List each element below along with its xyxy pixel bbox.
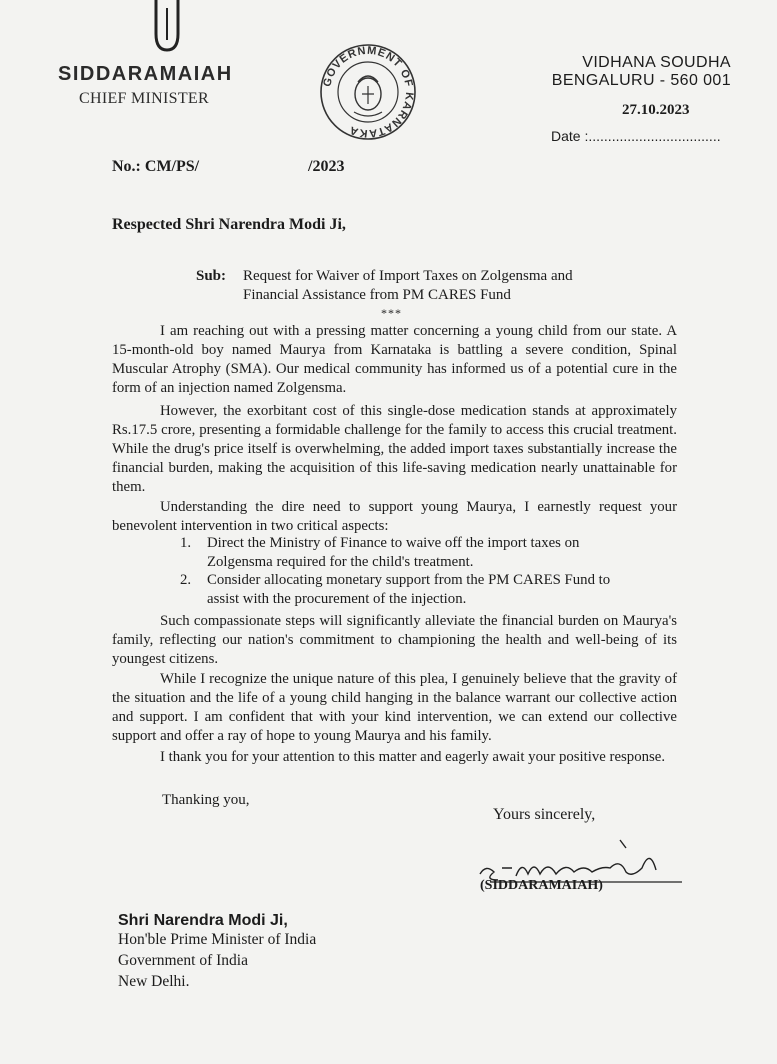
- date-label: Date :..................................: [551, 128, 721, 144]
- government-seal-icon: [318, 42, 418, 142]
- list-item-text: Consider allocating monetary support from the PM CARES Fund to assist with the procurement of the injection.: [207, 572, 611, 607]
- list-item-number: 1.: [180, 535, 192, 551]
- list-item-number: 2.: [180, 572, 192, 588]
- reference-number: No.: CM/PS/: [112, 158, 200, 175]
- address-line-2: BENGALURU - 560 001: [551, 72, 731, 89]
- closing-sincerely: Yours sincerely,: [493, 806, 596, 823]
- subject-separator: ***: [381, 306, 402, 320]
- body-paragraph-4: Such compassionate steps will significantly alleviate the financial burden on Maurya's family, reflecting our nation's commitment to championing the health and well-being of its youngest citizens.: [112, 613, 677, 667]
- subject-line-2: Financial Assistance from PM CARES Fund: [243, 287, 511, 303]
- subject-line-1: Request for Waiver of Import Taxes on Zolgensma and: [243, 268, 573, 284]
- signatory-name: (SIDDARAMAIAH): [480, 878, 603, 893]
- salutation: Respected Shri Narendra Modi Ji,: [112, 216, 346, 233]
- address-line-1: VIDHANA SOUDHA: [582, 54, 731, 71]
- svg-text:GOVERNMENT OF KARNATAKA: GOVERNMENT OF KARNATAKA: [321, 44, 416, 140]
- addressee-line-1: Hon'ble Prime Minister of India: [118, 931, 317, 948]
- subject-label: Sub:: [196, 268, 227, 284]
- body-paragraph-5: While I recognize the unique nature of this plea, I genuinely believe that the gravity of the situation and the life of a young child hanging in the balance warrant our collective action and support. I am confident that with your kind intervention, we can extend our collective support and offer a ray of hope to young Maurya and his family.: [112, 671, 677, 744]
- addressee-line-2: Government of India: [118, 952, 248, 969]
- date-value: 27.10.2023: [622, 102, 690, 118]
- body-paragraph-3: Understanding the dire need to support young Maurya, I earnestly request your benevolent intervention in two critical aspects:: [112, 499, 677, 534]
- thanking-line: Thanking you,: [162, 792, 250, 808]
- addressee-line-3: New Delhi.: [118, 973, 190, 990]
- body-paragraph-6: I thank you for your attention to this matter and eagerly await your positive response.: [160, 749, 666, 765]
- sender-title: CHIEF MINISTER: [79, 90, 209, 107]
- sender-name: SIDDARAMAIAH: [58, 63, 233, 85]
- addressee-name: Shri Narendra Modi Ji,: [118, 912, 288, 929]
- list-item-text: Direct the Ministry of Finance to waive off the import taxes on Zolgensma required for the child's treatment.: [207, 535, 580, 570]
- body-paragraph-1: I am reaching out with a pressing matter concerning a young child from our state. A 15-month-old boy named Maurya from Karnataka is battling a severe condition, Spinal Muscular Atrophy (SMA). Our medical community has informed us of a potential cure in the form of an injection named Zolgensma.: [112, 323, 677, 396]
- body-paragraph-2: However, the exorbitant cost of this single-dose medication stands at approximately Rs.17.5 crore, presenting a formidable challenge for the family to access this crucial treatment. While the drug's price itself is overwhelming, the added import taxes substantially increase the financial burden, making the acquisition of this life-saving medication nearly unattainable for them.: [112, 403, 677, 495]
- reference-year: /2023: [308, 158, 345, 175]
- letterhead-emblem-icon: [148, 0, 186, 58]
